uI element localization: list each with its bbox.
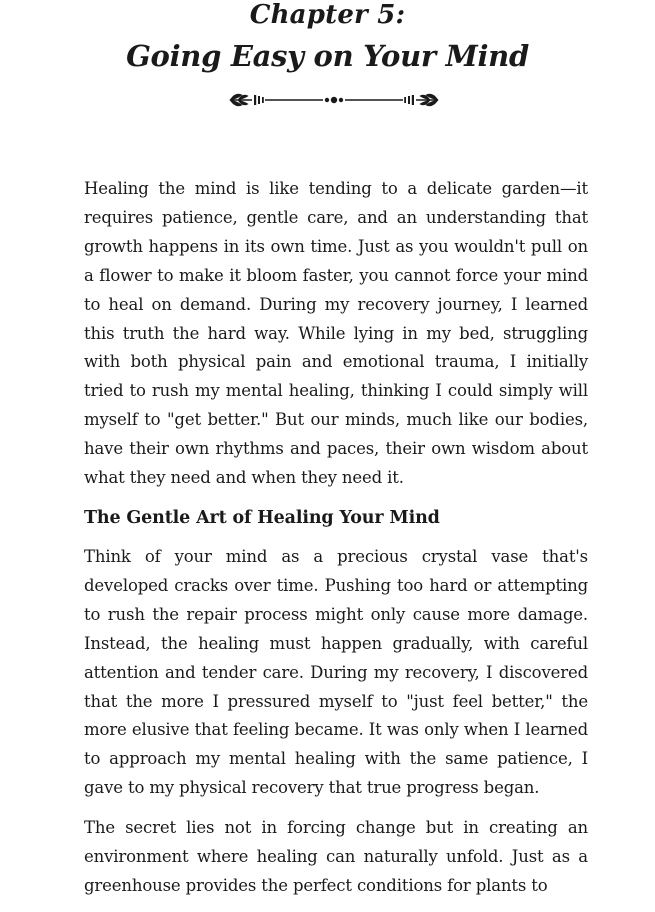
section-heading: The Gentle Art of Healing Your Mind	[84, 507, 440, 528]
vine-divider-icon	[228, 88, 440, 112]
chapter-label: Chapter 5:	[249, 0, 406, 30]
body-paragraph-1: Healing the mind is like tending to a delicate garden—it requires patience, gentle care, and an understanding that growth happens in its own time. Just as you wouldn't pull on a flower to make it bloom faster, you cannot force your mind to heal on demand. During my recovery journey, I learned this truth the hard way. While lying in my bed, struggling with both physical pain and emotional trauma, I initially tried to rush my mental healing, thinking I could simply will myself to "get better." But our minds, much like our bodies, have their own rhythms and paces, their own wisdom about what they need and when they need it.	[84, 179, 588, 488]
body-paragraph-2: Think of your mind as a precious crystal vase that's developed cracks over time. Pushing too hard or attempting to rush the repair process might only cause more damage. Instead, the healing must happen gradually, with careful attention and tender care. During my recovery, I discovered that the more I pressured myself to "just feel better," the more elusive that feeling became. It was only when I learned to approach my mental healing with the same patience, I gave to my physical recovery that true progress began.	[84, 546, 588, 798]
chapter-title: Going Easy on Your Mind	[126, 39, 529, 73]
body-paragraph-3: The secret lies not in forcing change but in creating an environment where healing can naturally unfold. Just as a greenhouse provides the perfect conditions for plants to	[84, 818, 588, 895]
chapter-body	[84, 175, 588, 912]
